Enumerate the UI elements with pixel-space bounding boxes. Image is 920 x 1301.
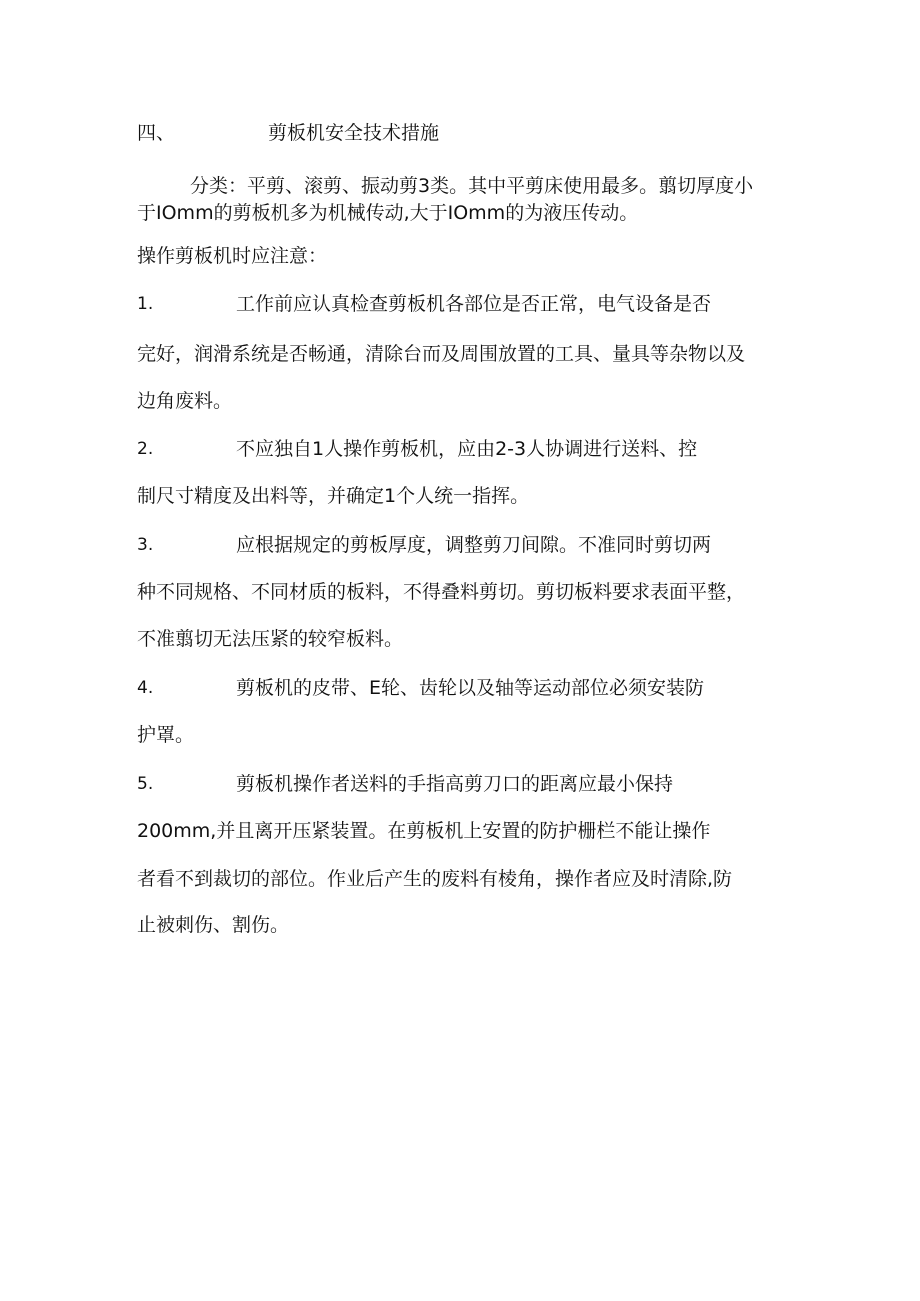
item-1-number: 1. [137,294,154,314]
item-5-line-4: 止被刺伤、割伤。 [137,914,290,936]
item-2-number: 2. [137,439,154,459]
item-3-line-3: 不准翦切无法压紧的较窄板料。 [137,628,404,650]
item-3-line-2: 种不同规格、不同材质的板料，不得叠料剪切。剪切板料要求表面平整， [137,581,746,603]
section-number: 四、 [137,122,176,144]
item-2-line-2: 制尺寸精度及出料等，并确定1个人统一指挥。 [137,485,530,507]
item-4-number: 4. [137,678,154,698]
intro-line-1: 分类：平剪、滚剪、振动剪3类。其中平剪床使用最多。翦切厚度小 [190,175,754,197]
item-1-line-2: 完好，润滑系统是否畅通，清除台而及周围放置的工具、量具等杂物以及 [137,343,746,365]
item-5-line-3: 者看不到裁切的部位。作业后产生的废料有棱角，操作者应及时清除,防 [137,868,733,890]
intro-line-2: 于IOmm的剪板机多为机械传动,大于IOmm的为液压传动。 [137,202,639,224]
section-title: 剪板机安全技术措施 [268,122,440,144]
item-5-line-2: 200mm,并且离开压紧装置。在剪板机上安置的防护栅栏不能让操作 [137,820,711,842]
item-1-line-1: 工作前应认真检查剪板机各部位是否正常，电气设备是否 [236,293,712,315]
item-1-line-3: 边角废料。 [137,390,233,412]
notice-heading: 操作剪板机时应注意： [137,245,328,267]
item-5-line-1: 剪板机操作者送料的手指高剪刀口的距离应最小保持 [236,773,674,795]
item-3-number: 3. [137,535,154,555]
item-3-line-1: 应根据规定的剪板厚度，调整剪刀间隙。不准同时剪切两 [236,534,712,556]
item-2-line-1: 不应独自1人操作剪板机，应由2-3人协调进行送料、控 [236,438,698,460]
item-4-line-1: 剪板机的皮带、E轮、齿轮以及轴等运动部位必须安装防 [236,677,705,699]
item-5-number: 5. [137,774,154,794]
item-4-line-2: 护罩。 [137,724,195,746]
